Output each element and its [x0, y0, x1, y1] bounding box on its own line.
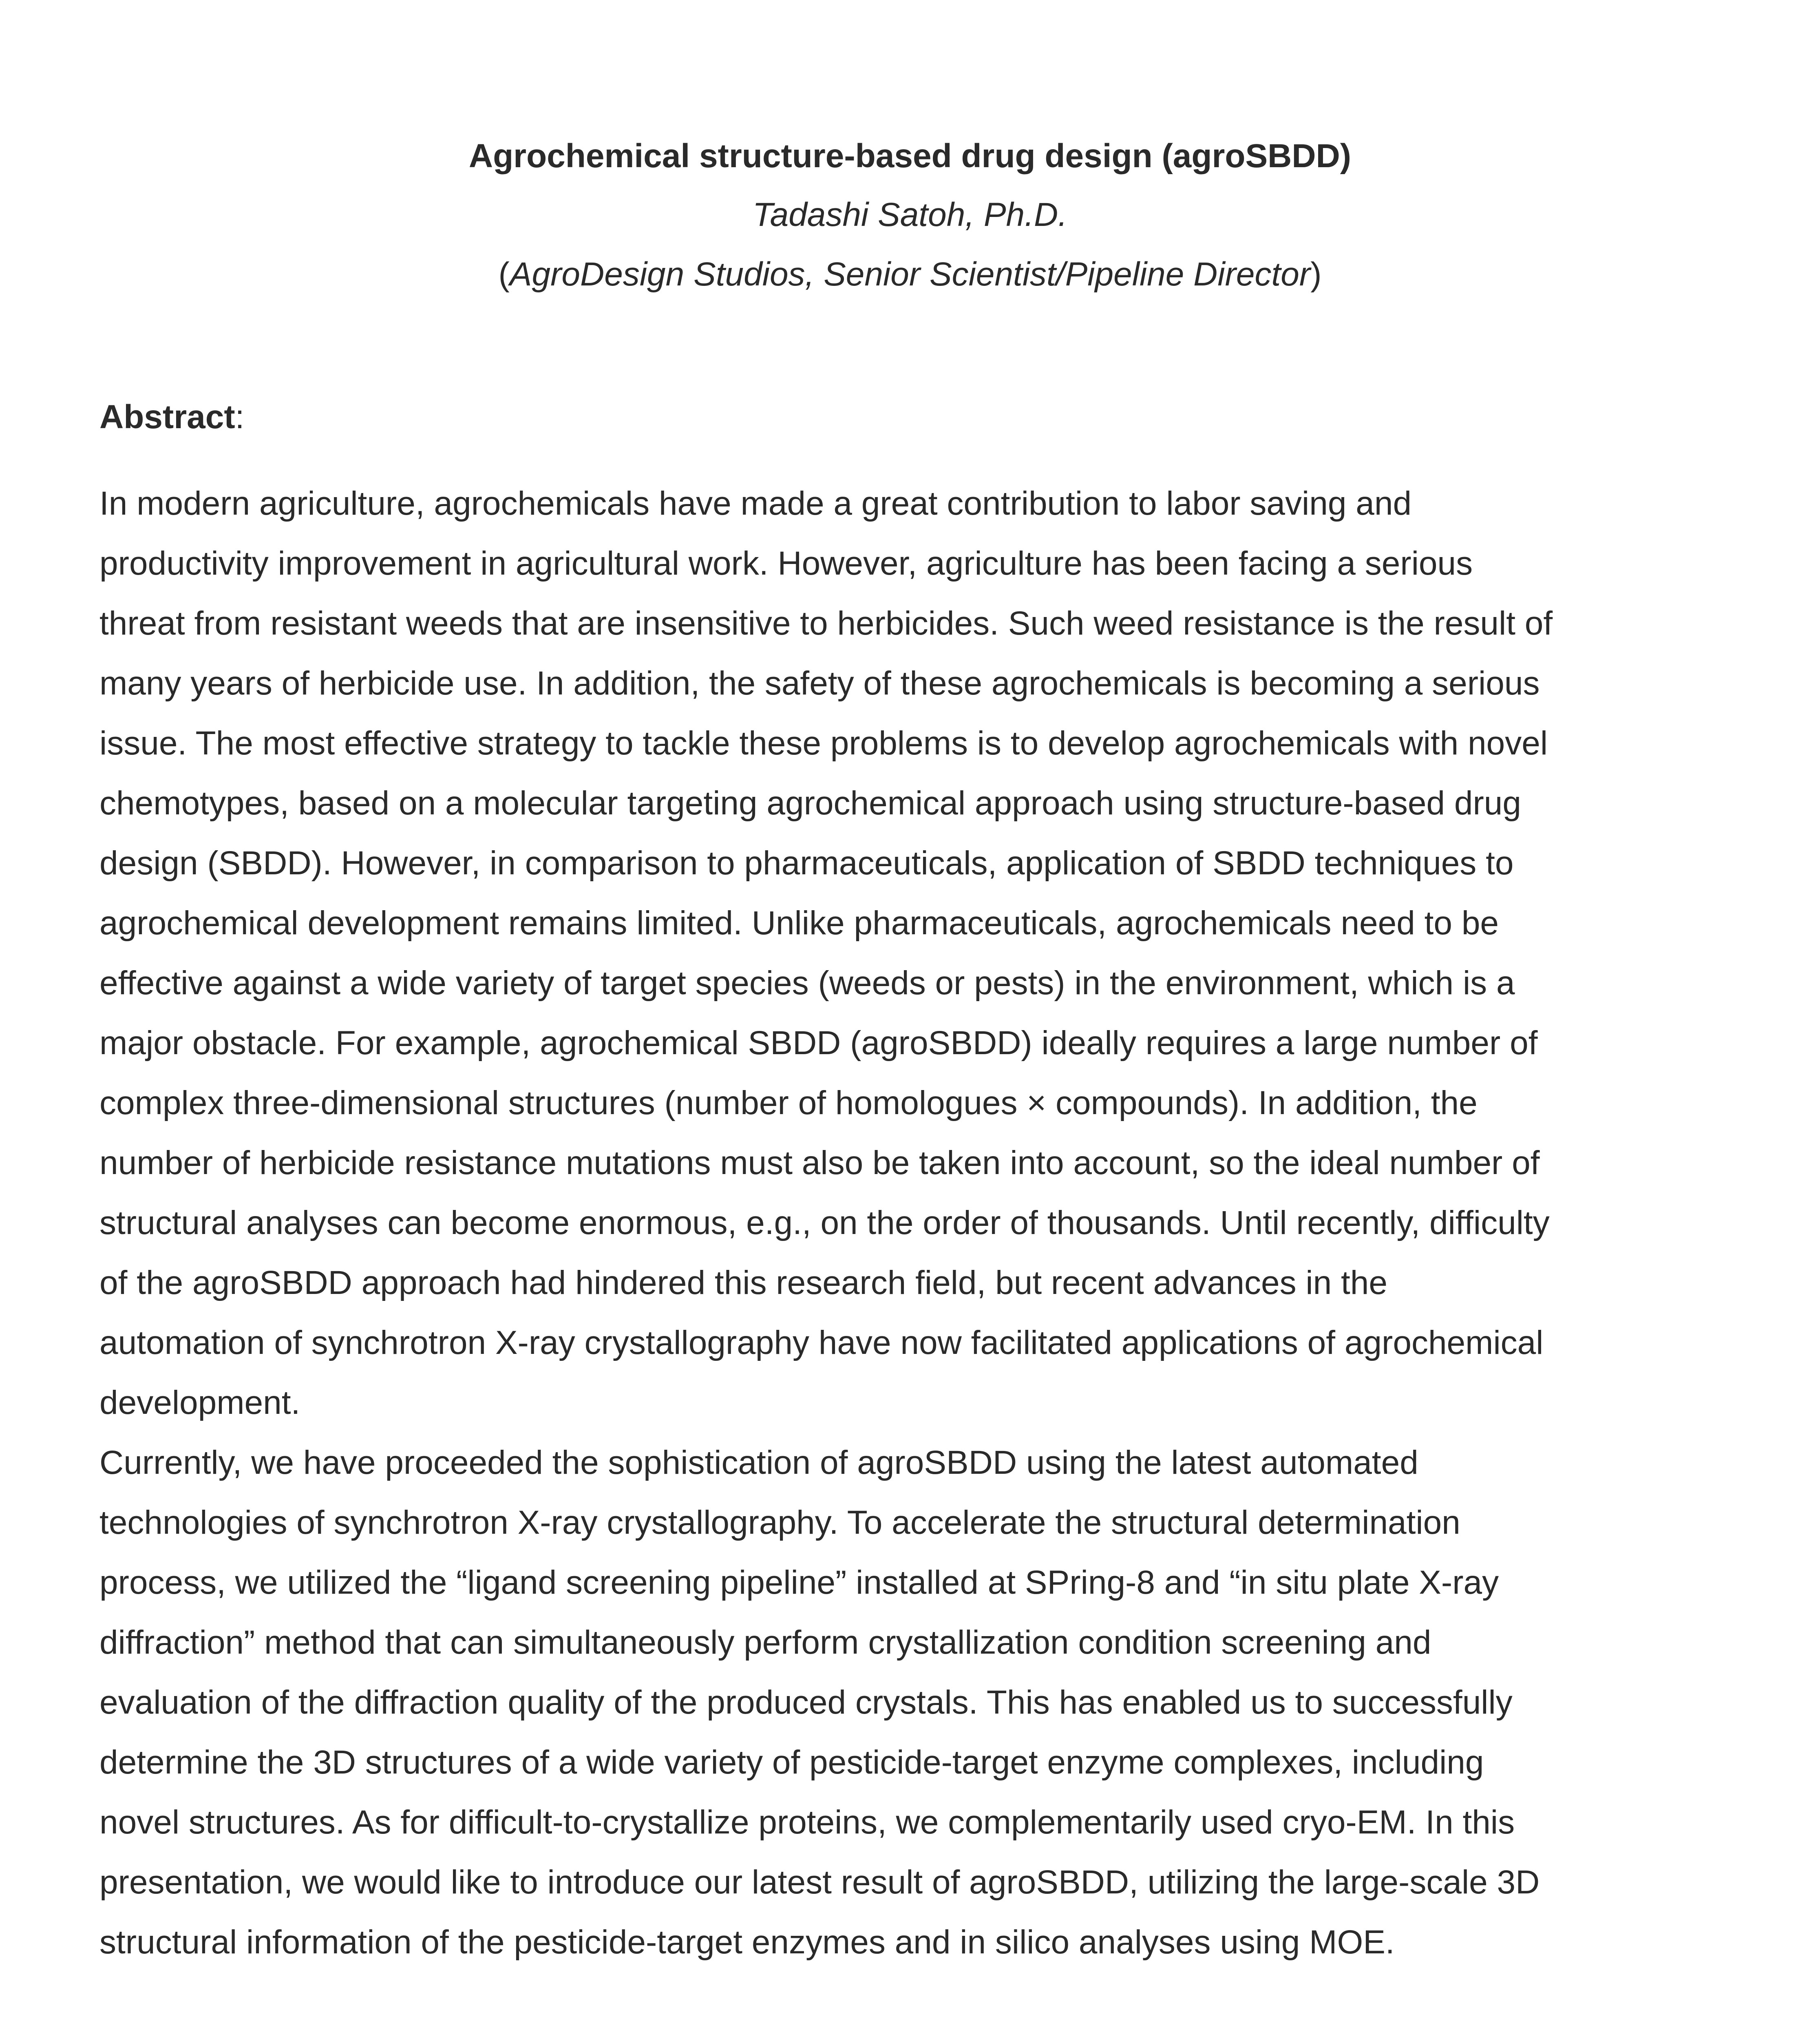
paragraph-line: presentation, we would like to introduce our latest result of agroSBDD, utilizing the large-scale 3D: [99, 1864, 1540, 1901]
paragraph-line: chemotypes, based on a molecular targeting agrochemical approach using structure-based drug: [99, 785, 1522, 822]
paragraph-line: diffraction” method that can simultaneously perform crystallization condition screening and: [99, 1624, 1431, 1661]
abstract-heading-label: Abstract: [99, 398, 235, 436]
paragraph-line: automation of synchrotron X-ray crystallography have now facilitated applications of agrochemical: [99, 1324, 1544, 1361]
abstract-section: [99, 398, 1730, 1972]
paragraph-line: technologies of synchrotron X-ray crystallography. To accelerate the structural determination: [99, 1504, 1460, 1541]
abstract-heading: [99, 398, 1730, 437]
paragraph-line: structural analyses can become enormous, e.g., on the order of thousands. Until recently, difficulty: [99, 1204, 1550, 1241]
paragraph-line: productivity improvement in agricultural work. However, agriculture has been facing a serious: [99, 545, 1473, 582]
paragraph-line: structural information of the pesticide-target enzymes and in silico analyses using MOE.: [99, 1924, 1395, 1961]
paragraph-line: novel structures. As for difficult-to-crystallize proteins, we complementarily used cryo-EM. In this: [99, 1804, 1515, 1841]
paragraph-line: determine the 3D structures of a wide variety of pesticide-target enzyme complexes, including: [99, 1744, 1484, 1781]
document-title: Agrochemical structure-based drug design (agroSBDD): [468, 137, 1352, 175]
affiliation-close-paren: ): [1310, 256, 1322, 293]
author-affiliation: [0, 255, 1820, 294]
paragraph-line: agrochemical development remains limited. Unlike pharmaceuticals, agrochemicals need to be: [99, 905, 1499, 942]
paragraph-line: In modern agriculture, agrochemicals have made a great contribution to labor saving and: [99, 485, 1412, 522]
document-header: [0, 137, 1820, 294]
paragraph-line: issue. The most effective strategy to tackle these problems is to develop agrochemicals with novel: [99, 725, 1548, 762]
affiliation-text: AgroDesign Studios, Senior Scientist/Pipeline Director: [509, 256, 1311, 293]
paragraph-line: evaluation of the diffraction quality of the produced crystals. This has enabled us to successfully: [99, 1684, 1513, 1721]
paragraph-line: of the agroSBDD approach had hindered this research field, but recent advances in the: [99, 1264, 1387, 1301]
abstract-heading-colon: :: [235, 398, 245, 436]
paragraph-line: design (SBDD). However, in comparison to pharmaceuticals, application of SBDD techniques to: [99, 845, 1514, 882]
paragraph-line: effective against a wide variety of target species (weeds or pests) in the environment, which is a: [99, 964, 1515, 1002]
paragraph-line: number of herbicide resistance mutations must also be taken into account, so the ideal number of: [99, 1144, 1540, 1181]
abstract-paragraph-2: [99, 1433, 1730, 1972]
paragraph-line: development.: [99, 1384, 300, 1421]
abstract-paragraph-1: [99, 473, 1730, 1433]
paragraph-line: many years of herbicide use. In addition, the safety of these agrochemicals is becoming a serious: [99, 665, 1540, 702]
paragraph-line: process, we utilized the “ligand screening pipeline” installed at SPring-8 and “in situ plate X-ray: [99, 1564, 1499, 1601]
paragraph-line: major obstacle. For example, agrochemical SBDD (agroSBDD) ideally requires a large number of: [99, 1024, 1538, 1062]
author-name: Tadashi Satoh, Ph.D.: [753, 196, 1067, 233]
affiliation-open-paren: (: [498, 256, 510, 293]
paragraph-line: complex three-dimensional structures (number of homologues × compounds). In addition, the: [99, 1084, 1478, 1121]
paragraph-line: Currently, we have proceeded the sophistication of agroSBDD using the latest automated: [99, 1444, 1418, 1481]
paragraph-line: threat from resistant weeds that are insensitive to herbicides. Such weed resistance is the result of: [99, 605, 1553, 642]
